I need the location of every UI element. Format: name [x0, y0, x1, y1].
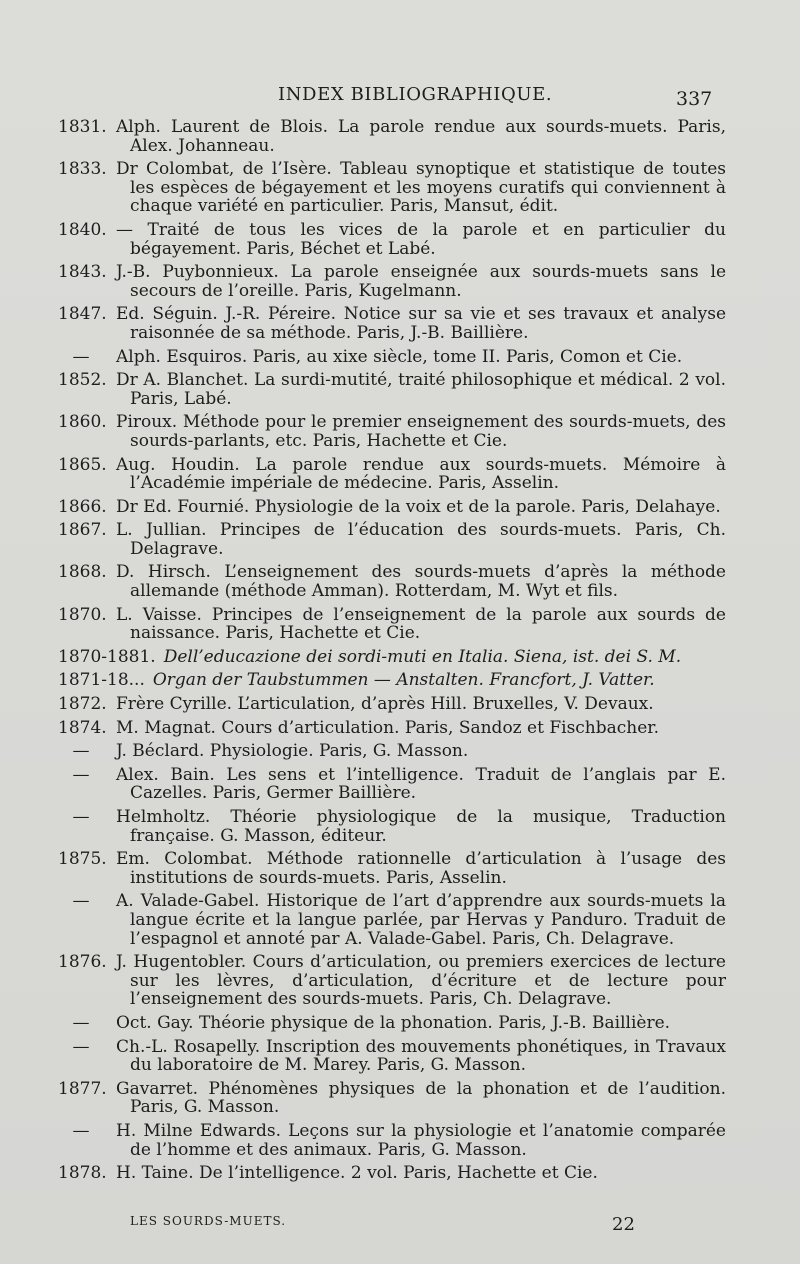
- bibliography-entry: [58, 766, 726, 803]
- entry-year: 1860.: [58, 412, 107, 433]
- entry-year: 1870.: [58, 604, 107, 625]
- bibliography-entry: [58, 1038, 726, 1075]
- bibliography-entry: [58, 671, 726, 690]
- bibliography-entry: [58, 498, 726, 517]
- bibliography-entry: [58, 953, 726, 1009]
- entry-year: 1875.: [58, 849, 107, 870]
- bibliography-entry: [58, 413, 726, 450]
- bibliography-entry: [58, 1014, 726, 1033]
- entry-text: L. Jullian. Principes de l’éducation des sourds-muets. Paris, Ch. Delagrave.: [116, 520, 726, 559]
- entry-year: —: [72, 1120, 90, 1141]
- page-footer: [130, 1214, 650, 1244]
- entry-year: —: [72, 1036, 90, 1057]
- bibliography-entry: [58, 606, 726, 643]
- page-title: INDEX BIBLIOGRAPHIQUE.: [278, 84, 553, 105]
- entry-text: Alph. Esquiros. Paris, au xixe siècle, tome II. Paris, Comon et Cie.: [116, 346, 683, 367]
- entry-text: H. Taine. De l’intelligence. 2 vol. Paris, Hachette et Cie.: [116, 1163, 598, 1184]
- bibliography-entry: [58, 305, 726, 342]
- bibliography-entry: [58, 521, 726, 558]
- entry-year: 1878.: [58, 1163, 107, 1184]
- footer-book-title: LES SOURDS-MUETS.: [130, 1214, 287, 1228]
- bibliography-entry: [58, 1080, 726, 1117]
- entry-text: Dr Colombat, de l’Isère. Tableau synoptique et statistique de toutes les espèces de bégayement et les moyens curatifs qui conviennent à chaque variété en particulier. Paris, Mansut, édit.: [116, 159, 726, 217]
- entry-text: J. Hugentobler. Cours d’articulation, ou premiers exercices de lecture sur les lèvres, d’articulation, d’écriture et de lecture pour l’enseignement des sourds-muets. Paris, Ch. Delagrave.: [116, 952, 726, 1010]
- entry-text: Organ der Taubstummen — Anstalten. Francfort, J. Vatter.: [152, 670, 655, 691]
- entry-text: Alph. Laurent de Blois. La parole rendue aux sourds-muets. Paris, Alex. Johanneau.: [116, 117, 726, 156]
- entry-year: 1868.: [58, 562, 107, 583]
- entry-text: Em. Colombat. Méthode rationnelle d’articulation à l’usage des institutions de sourds-muets. Paris, Asselin.: [116, 849, 726, 888]
- entry-text: L. Vaisse. Principes de l’enseignement de la parole aux sourds de naissance. Paris, Hachette et Cie.: [116, 604, 726, 644]
- bibliography-entry: [58, 742, 726, 761]
- entry-text: Helmholtz. Théorie physiologique de la musique, Traduction française. G. Masson, éditeur.: [116, 807, 726, 846]
- entry-year: —: [72, 346, 90, 367]
- entry-year: 1865.: [58, 454, 107, 475]
- bibliography-entry: [58, 1122, 726, 1159]
- bibliography-entry: [58, 221, 726, 258]
- entry-text: Ch.-L. Rosapelly. Inscription des mouvements phonétiques, in Travaux du laboratoire de M. Marey. Paris, G. Masson.: [116, 1036, 726, 1076]
- entry-year: —: [72, 764, 90, 785]
- entry-text: J.-B. Puybonnieux. La parole enseignée aux sourds-muets sans le secours de l’oreille. Paris, Kugelmann.: [116, 262, 726, 301]
- entry-text: H. Milne Edwards. Leçons sur la physiologie et l’anatomie comparée de l’homme et des animaux. Paris, G. Masson.: [116, 1120, 726, 1160]
- entry-year: 1871-18...: [58, 670, 145, 691]
- entry-year: 1870-1881.: [58, 646, 156, 667]
- bibliography-entry: [58, 263, 726, 300]
- entry-year: 1866.: [58, 496, 107, 517]
- entry-text: A. Valade-Gabel. Historique de l’art d’apprendre aux sourds-muets la langue écrite et la langue parlée, par Hervas y Panduro. Traduit de l’espagnol et annoté par A. Valade-Gabel. Paris, Ch. Delagrave.: [116, 891, 726, 949]
- bibliography-entry: [58, 456, 726, 493]
- entry-text: Oct. Gay. Théorie physique de la phonation. Paris, J.-B. Baillière.: [116, 1012, 671, 1033]
- bibliography-entry: [58, 892, 726, 948]
- entry-year: 1840.: [58, 219, 107, 240]
- entry-year: 1872.: [58, 694, 107, 715]
- page-number: 337: [676, 88, 713, 110]
- bibliography-entry: [58, 719, 726, 738]
- entry-text: Alex. Bain. Les sens et l’intelligence. Traduit de l’anglais par E. Cazelles. Paris, Germer Baillière.: [116, 764, 726, 804]
- entry-year: 1876.: [58, 952, 107, 973]
- entry-text: Gavarret. Phénomènes physiques de la phonation et de l’audition. Paris, G. Masson.: [116, 1078, 726, 1118]
- bibliography-entry: [58, 118, 726, 155]
- entry-year: 1847.: [58, 304, 107, 325]
- entry-year: 1877.: [58, 1078, 107, 1099]
- entry-year: —: [72, 807, 90, 827]
- bibliography-entry: [58, 160, 726, 216]
- entry-text: M. Magnat. Cours d’articulation. Paris, Sandoz et Fischbacher.: [116, 717, 659, 738]
- entry-year: —: [72, 741, 90, 762]
- entry-text: Piroux. Méthode pour le premier enseignement des sourds-muets, des sourds-parlants, etc. Paris, Hachette et Cie.: [116, 412, 726, 451]
- entry-year: —: [72, 891, 90, 912]
- bibliography-entry: [58, 1164, 726, 1183]
- bibliography-list: [58, 118, 726, 1188]
- entry-year: 1833.: [58, 159, 107, 180]
- entry-text: — Traité de tous les vices de la parole et en particulier du bégayement. Paris, Béchet et Labé.: [116, 219, 726, 259]
- entry-year: 1831.: [58, 117, 107, 137]
- entry-text: D. Hirsch. L’enseignement des sourds-muets d’après la méthode allemande (méthode Amman). Rotterdam, M. Wyt et fils.: [116, 562, 726, 602]
- entry-text: Aug. Houdin. La parole rendue aux sourds-muets. Mémoire à l’Académie impériale de médecine. Paris, Asselin.: [116, 454, 726, 494]
- entry-text: Frère Cyrille. L’articulation, d’après Hill. Bruxelles, V. Devaux.: [116, 694, 654, 715]
- signature-mark: 22: [612, 1214, 635, 1235]
- bibliography-entry: [58, 348, 726, 367]
- bibliography-entry: [58, 371, 726, 408]
- bibliography-entry: [58, 648, 726, 667]
- entry-text: J. Béclard. Physiologie. Paris, G. Masson.: [116, 741, 469, 762]
- entry-year: 1843.: [58, 262, 107, 283]
- entry-text: Dell’educazione dei sordi-muti en Italia. Siena, ist. dei S. M.: [163, 646, 682, 667]
- entry-text: Dr Ed. Fournié. Physiologie de la voix et de la parole. Paris, Delahaye.: [116, 496, 721, 517]
- bibliography-entry: [58, 563, 726, 600]
- bibliography-entry: [58, 695, 726, 714]
- bibliography-entry: [58, 850, 726, 887]
- entry-year: 1874.: [58, 717, 107, 738]
- bibliography-entry: [58, 808, 726, 845]
- entry-year: —: [72, 1012, 90, 1033]
- entry-year: 1867.: [58, 520, 107, 541]
- entry-year: 1852.: [58, 370, 107, 391]
- entry-text: Ed. Séguin. J.-R. Péreire. Notice sur sa vie et ses travaux et analyse raisonnée de sa méthode. Paris, J.-B. Baillière.: [116, 304, 726, 343]
- running-head: [0, 84, 800, 112]
- entry-text: Dr A. Blanchet. La surdi-mutité, traité philosophique et médical. 2 vol. Paris, Labé.: [116, 370, 726, 409]
